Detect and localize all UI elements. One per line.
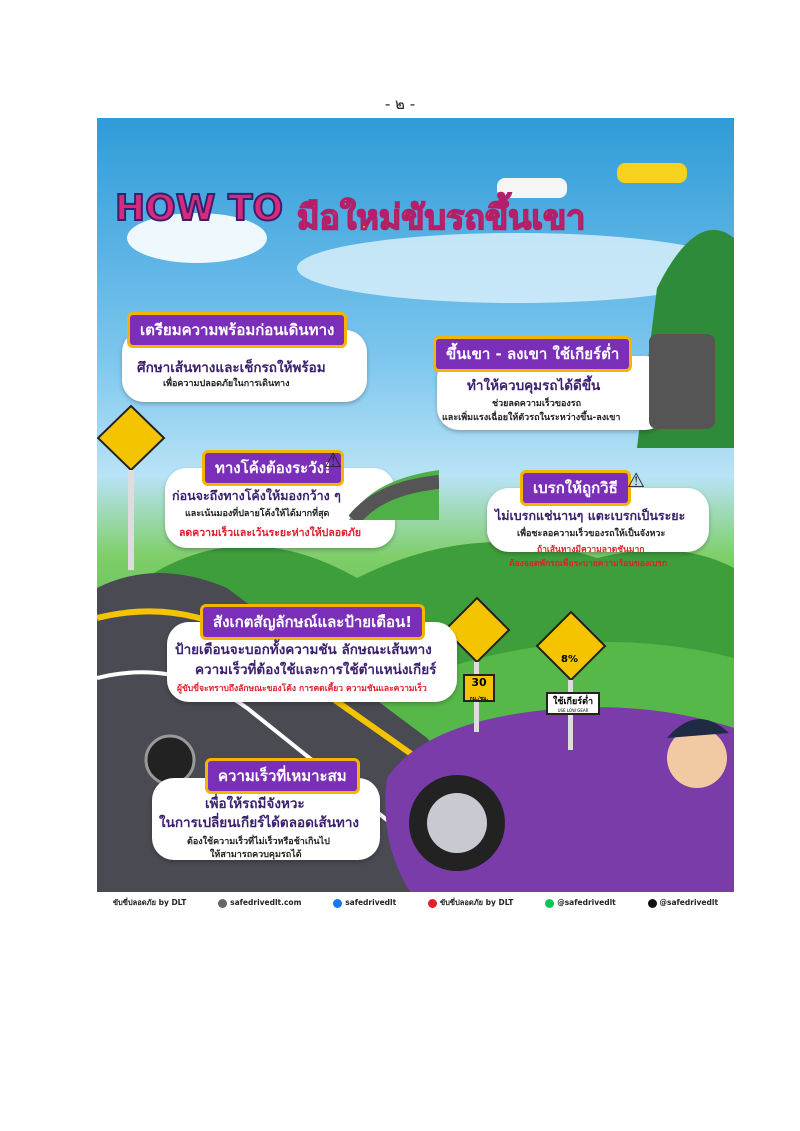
section-curve-heading: ทางโค้งต้องระวัง!	[202, 450, 344, 486]
footer-youtube: ขับขี่ปลอดภัย by DLT	[439, 898, 514, 907]
warning-icon: ⚠	[324, 448, 342, 472]
section-curve-line3: ลดความเร็วและเว้นระยะห่างให้ปลอดภัย	[179, 527, 361, 539]
section-signs-line3: ผู้ขับขี่จะทราบถึงลักษณะของโค้ง การคดเคี้ยว ความชันและความเร็ว	[177, 684, 427, 694]
section-gear-line3: และเพิ่มแรงเฉื่อยให้ตัวรถในระหว่างขึ้น-ลงเขา	[442, 413, 621, 423]
section-speed-line4: ให้สามารถควบคุมรถได้	[210, 850, 302, 860]
line-icon	[545, 899, 554, 908]
section-brake-line2: เพื่อชะลอความเร็วของรถให้เป็นจังหวะ	[517, 529, 666, 539]
globe-icon	[218, 899, 227, 908]
section-gear-line1: ทำให้ควบคุมรถได้ดีขึ้น	[467, 378, 601, 394]
poster-footer	[97, 892, 734, 914]
gear-sign-sub: USE LOW GEAR	[557, 708, 589, 713]
footer-web: safedrivedlt.com	[230, 898, 302, 908]
footer-line: @safedrivedlt	[557, 898, 616, 908]
footer-brand: ขับขี่ปลอดภัย by DLT	[112, 898, 187, 907]
page-number: - ๒ -	[384, 95, 416, 113]
title-thai: มือใหม่ขับรถขึ้นเขา	[297, 198, 586, 238]
section-curve-line1: ก่อนจะถึงทางโค้งให้มองกว้าง ๆ	[172, 488, 341, 503]
section-brake-line1: ไม่เบรกแช่นานๆ แตะเบรกเป็นระยะ	[495, 508, 686, 523]
section-brake-line3: ถ้าเส้นทางมีความลาดชันมาก	[537, 545, 645, 555]
tiktok-icon	[648, 899, 657, 908]
title-how-to: HOW TO	[115, 188, 284, 229]
section-gear-heading: ขึ้นเขา - ลงเขา ใช้เกียร์ต่ำ	[433, 336, 632, 372]
section-speed-line1: เพื่อให้รถมีจังหวะ	[205, 796, 305, 812]
section-speed-line3: ต้องใช้ความเร็วที่ไม่เร็วหรือช้าเกินไป	[187, 837, 330, 847]
section-prepare-line1: ศึกษาเส้นทางและเช็กรถให้พร้อม	[137, 360, 326, 376]
section-brake-heading: เบรกให้ถูกวิธี	[520, 470, 631, 506]
gear-shifter-image	[649, 334, 715, 429]
section-gear-line2: ช่วยลดความเร็วของรถ	[492, 399, 582, 409]
infographic-poster	[97, 118, 734, 914]
gear-sign-label: ใช้เกียร์ต่ำ	[552, 697, 594, 707]
speed-sign	[463, 674, 495, 702]
gear-sign	[546, 692, 600, 715]
curve-road-image	[349, 460, 439, 520]
section-speed-heading: ความเร็วที่เหมาะสม	[205, 758, 360, 794]
speed-sign-value: 30	[471, 676, 487, 689]
section-signs-line1: ป้ายเตือนจะบอกทั้งความชัน ลักษณะเส้นทาง	[175, 642, 432, 658]
section-prepare-line2: เพื่อความปลอดภัยในการเดินทาง	[163, 379, 290, 389]
section-speed-line2: ในการเปลี่ยนเกียร์ได้ตลอดเส้นทาง	[159, 815, 359, 831]
grade-sign-value: 8%	[561, 654, 578, 665]
section-prepare-heading: เตรียมความพร้อมก่อนเดินทาง	[127, 312, 347, 348]
footer-tiktok: @safedrivedlt	[659, 898, 719, 908]
warning-icon: ⚠	[627, 468, 645, 492]
facebook-icon	[333, 899, 342, 908]
speed-sign-unit: กม./ชม.	[469, 696, 489, 702]
section-brake-line4: ต้องจอดพักรถเพื่อระบายความร้อนของเบรก	[509, 559, 668, 569]
section-signs-line2: ความเร็วที่ต้องใช้และการใช้ตำแหน่งเกียร์	[195, 662, 437, 678]
section-signs-heading: สังเกตสัญลักษณ์และป้ายเตือน!	[200, 604, 425, 640]
youtube-icon	[428, 899, 437, 908]
footer-facebook: safedrivedlt	[345, 898, 397, 908]
section-curve-line2: และเน้นมองที่ปลายโค้งให้ได้มากที่สุด	[185, 509, 330, 519]
